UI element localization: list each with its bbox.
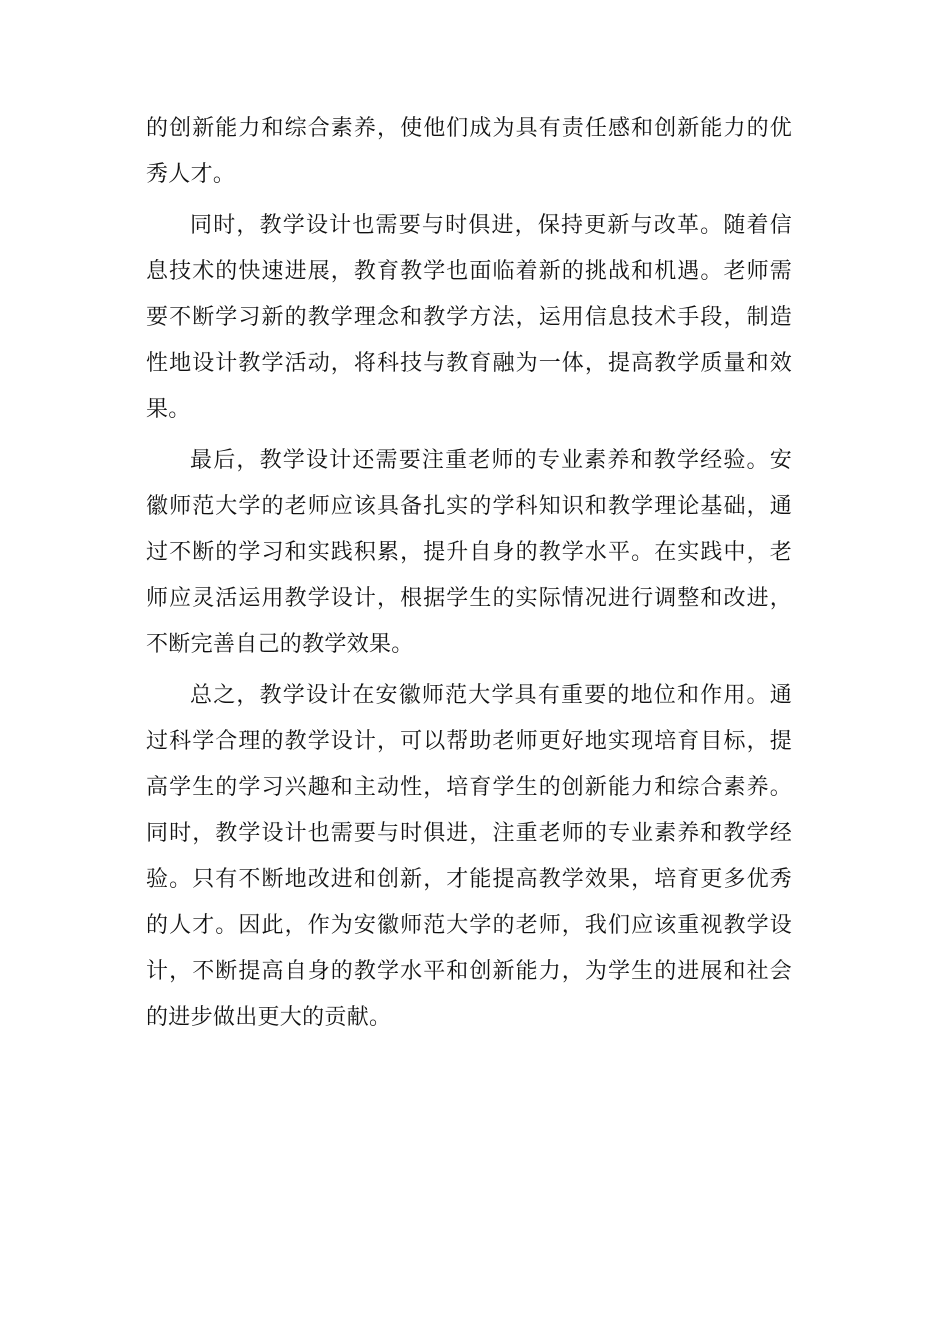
paragraph-keeping-up-with-times: 同时，教学设计也需要与时俱进，保持更新与改革。随着信息技术的快速进展，教育教学也面临着新的挑战和机遇。老师需要不断学习新的教学理念和教学方法，运用信息技术手段，制造性地设计教学活动，将科技与教育融为一体，提高教学质量和效果。 bbox=[146, 213, 792, 422]
paragraph-teacher-expertise: 最后，教学设计还需要注重老师的专业素养和教学经验。安徽师范大学的老师应该具备扎实的学科知识和教学理论基础，通过不断的学习和实践积累，提升自身的教学水平。在实践中，老师应灵活运用教学设计，根据学生的实际情况进行调整和改进，不断完善自己的教学效果。 bbox=[146, 448, 792, 657]
paragraph-continuation: 的创新能力和综合素养，使他们成为具有责任感和创新能力的优秀人才。 bbox=[146, 116, 792, 187]
paragraph-conclusion: 总之，教学设计在安徽师范大学具有重要的地位和作用。通过科学合理的教学设计，可以帮助老师更好地实现培育目标，提高学生的学习兴趣和主动性，培育学生的创新能力和综合素养。同时，教学设计也需要与时俱进，注重老师的专业素养和教学经验。只有不断地改进和创新，才能提高教学效果，培育更多优秀的人才。因此，作为安徽师范大学的老师，我们应该重视教学设计，不断提高自身的教学水平和创新能力，为学生的进展和社会的进步做出更大的贡献。 bbox=[146, 683, 792, 1030]
document-body bbox=[146, 106, 792, 1041]
